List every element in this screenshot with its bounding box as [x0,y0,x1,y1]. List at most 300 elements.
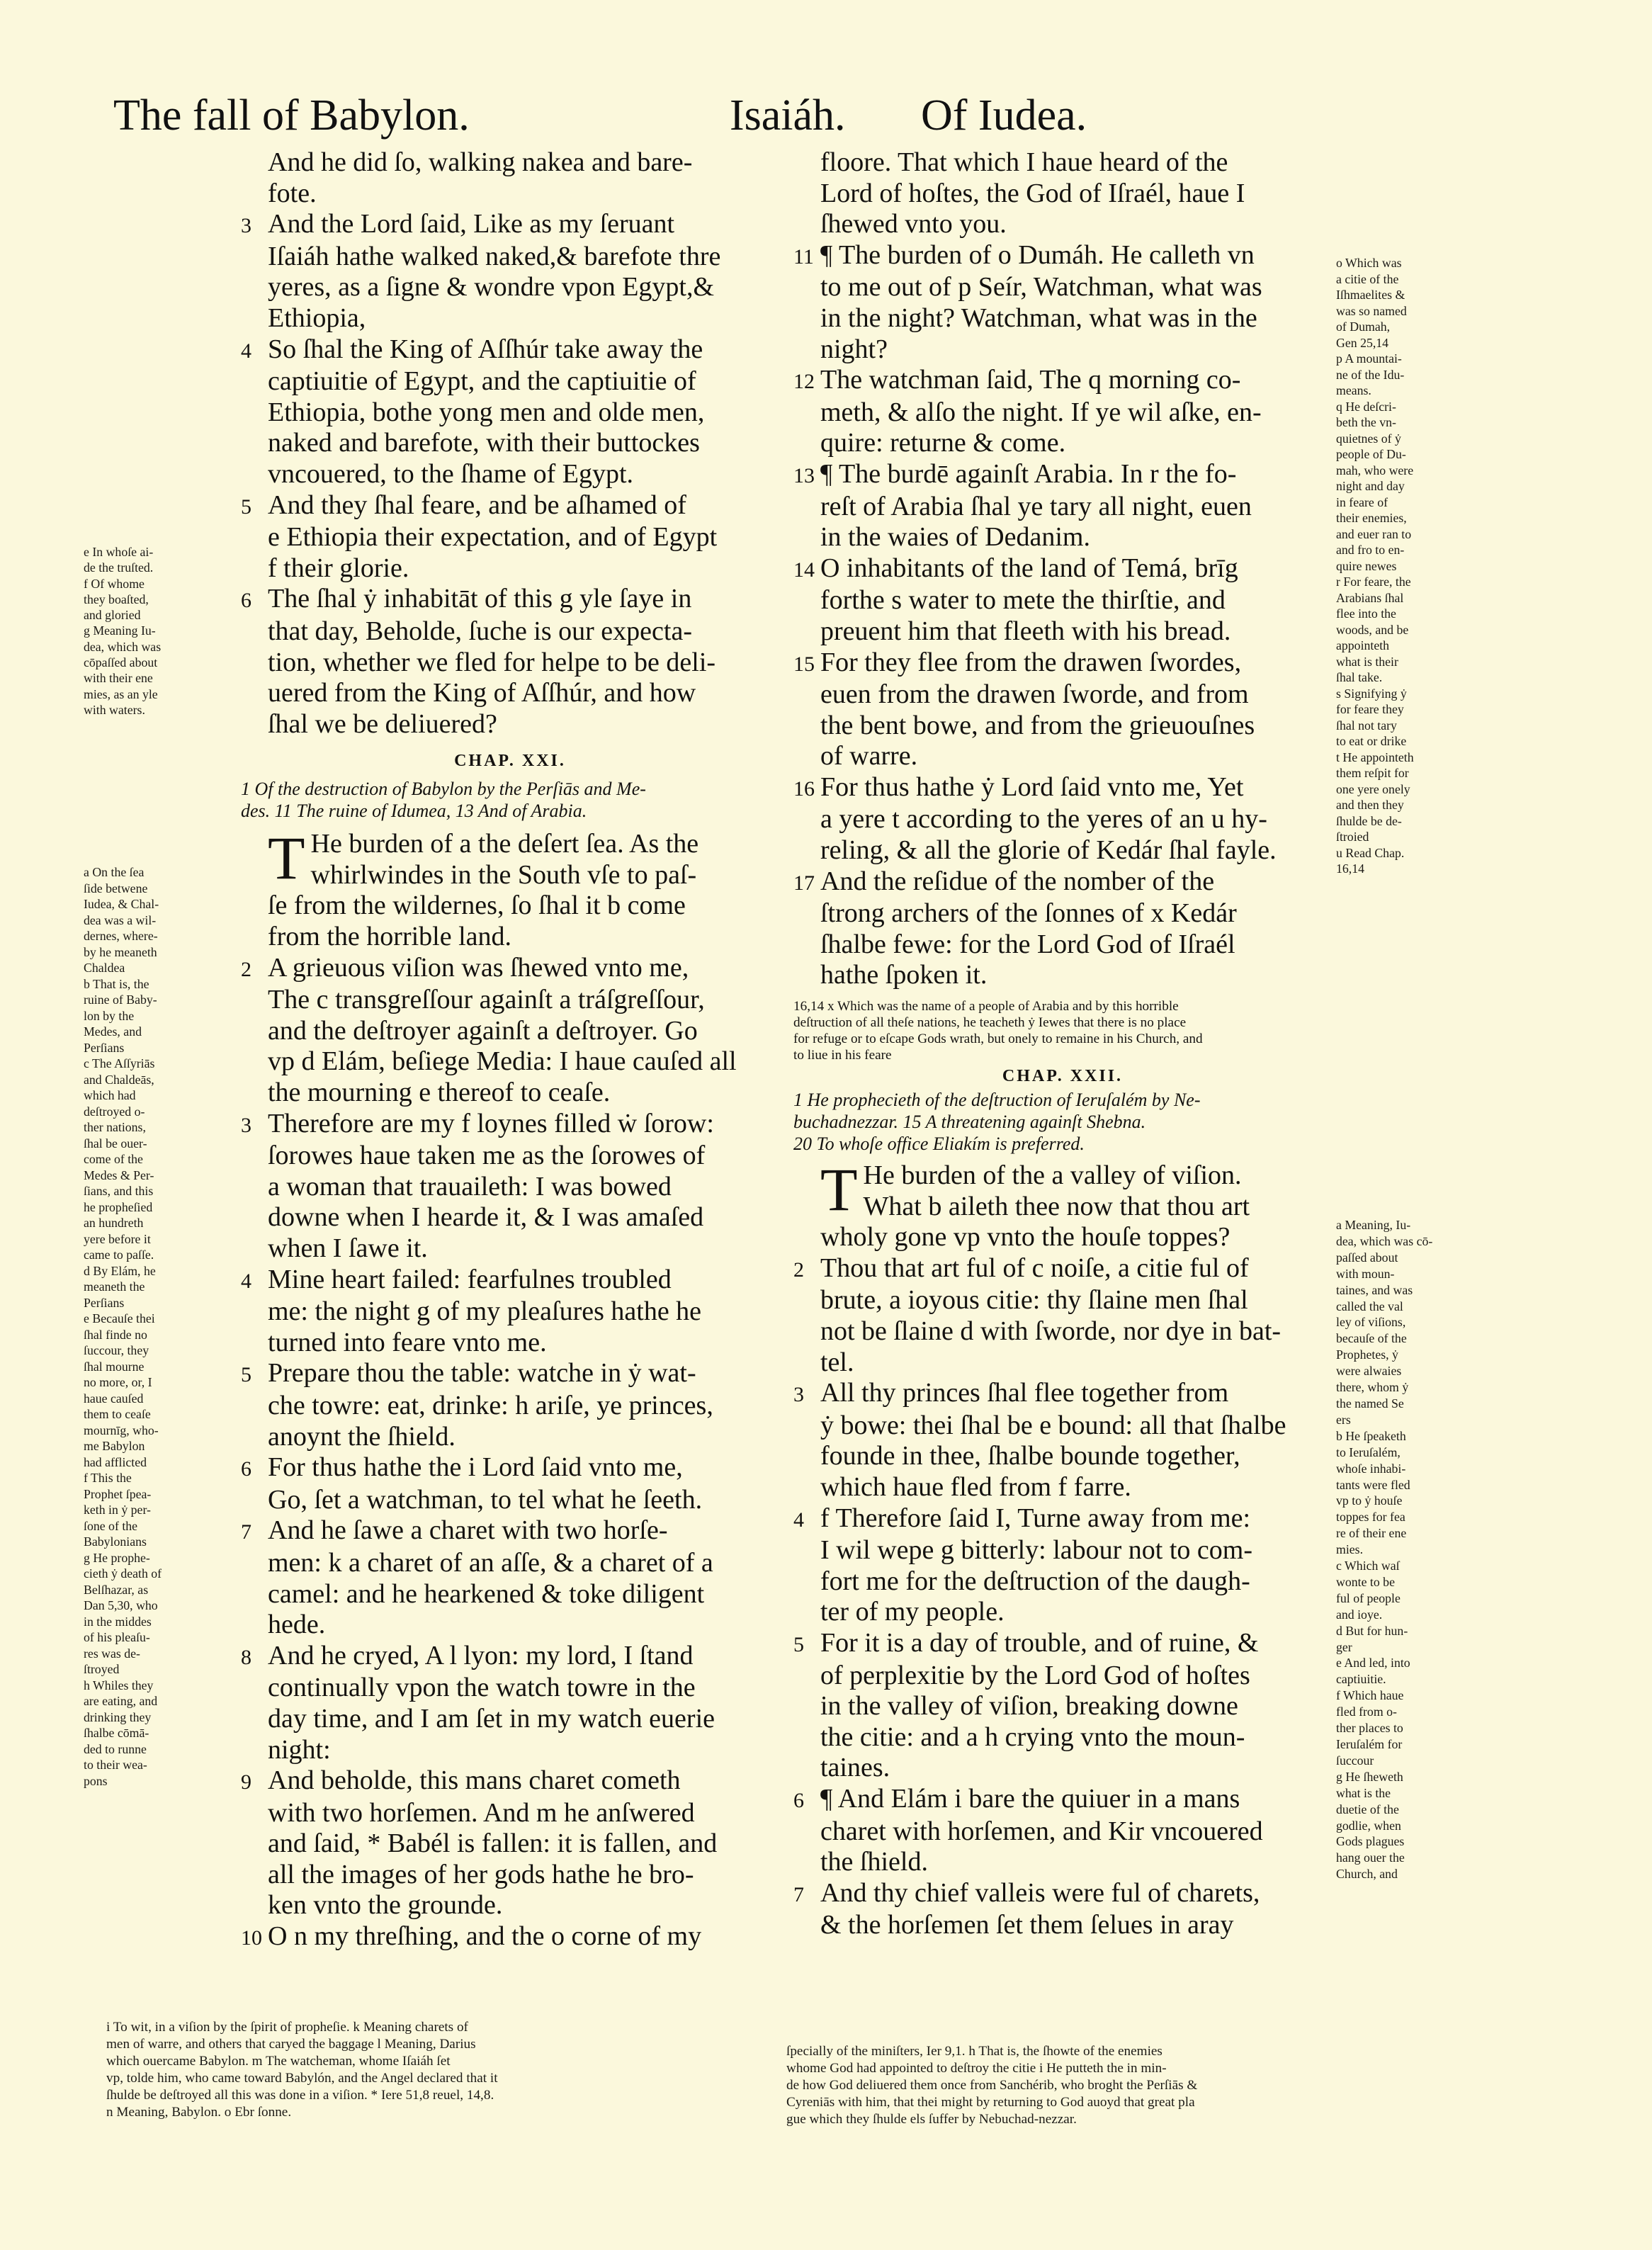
verse-line [793,1847,1332,1878]
margin-note-line: and euer ran to [1336,526,1412,541]
verse-line [241,209,779,242]
margin-note-line: called the val [1336,1299,1403,1313]
margin-note-line: t He appointeth [1336,750,1414,764]
margin-note-line: to their wea- [84,1758,147,1772]
right-verses-2 [793,1222,1332,1941]
verse-text: brute, a ioyous citie: thy ſlaine men ſhal [820,1285,1248,1316]
verse-line [793,1472,1332,1503]
chapter-21-argument-1: 1 Of the destruction of Babylon by the Perſiās and Me- [241,779,646,800]
verse-line [241,1016,779,1047]
verse-line [793,428,1332,459]
verse-text: vncouered, to the ſhame of Egypt. [268,458,634,489]
margin-note-line: meaneth the [84,1279,145,1294]
margin-note-line: dea, which was cō- [1336,1233,1433,1248]
verse-line [241,1078,779,1109]
margin-note-line: with their ene [84,671,153,686]
verse-number: 16 [793,776,815,801]
margin-note-line: flee into the [1336,606,1396,621]
verse-line [241,242,779,273]
margin-note-line: Church, and [1336,1867,1398,1882]
margin-note-line: their enemies, [1336,511,1407,525]
margin-note-line: the named Se [1336,1396,1404,1411]
verse-text: fote. [268,178,317,208]
verse-line [793,648,1332,680]
verse-line [241,553,779,584]
margin-note-line: deſtroyed o- [84,1104,145,1119]
verse-text: ¶ The burden of o Dumáh. He calleth vn [820,239,1255,270]
verse-text: ter of my people. [820,1597,1005,1627]
footnote-line: which ouercame Babylon. m The watcheman, whome Iſaiáh ſet [106,2054,451,2069]
verse-text: downe when I hearde it, & I was amaſed [268,1202,704,1233]
verse-text: & the horſemen ſet them ſelues in aray [820,1910,1234,1940]
verse-line [241,985,779,1016]
right-margin-notes-a [1336,255,1414,877]
verse-line [793,1784,1332,1816]
verse-line [793,459,1332,492]
margin-note-line: Perſians [84,1040,125,1055]
margin-note-line: ſians, and this [84,1184,154,1198]
verse-line [793,1222,1332,1253]
margin-note-line: d By Elám, he [84,1263,156,1278]
margin-note-line: ther nations, [84,1120,146,1134]
verse-number: 7 [241,1520,251,1544]
margin-note-line: had afflicted [84,1454,147,1469]
margin-note-line: r For feare, the [1336,575,1411,589]
verse-text: camel: and he hearkened & toke diligent [268,1578,705,1609]
left-margin-notes-b [84,864,162,1789]
margin-note-line: Prophet ſpea- [84,1486,152,1501]
note-line: 16,14 x Which was the name of a people of Arabia and by this horrible [793,999,1179,1014]
margin-note-line: was so named [1336,303,1407,318]
header-right: Of Iudea. [921,91,1087,140]
verse-text: the mourning e thereof to ceaſe. [268,1078,611,1108]
verse-line [241,1673,779,1704]
verse-line [241,1172,779,1203]
verse-number: 2 [793,1257,804,1282]
verse-text: with two horſemen. And m he anſwered [268,1797,695,1828]
verse-text: And the Lord ſaid, Like as my ſeruant [268,209,675,239]
verse-text: which haue fled from f farre. [820,1471,1131,1502]
drop-cap-21: T [268,829,305,891]
verse-line [793,1535,1332,1566]
margin-note-line: drinking they [84,1709,152,1724]
margin-note-line: c Which waſ [1336,1559,1400,1573]
margin-note-line: q He deſcri- [1336,399,1396,414]
margin-note-line: mies, as an yle [84,686,158,701]
footnote-line: men of warre, and others that caryed the baggage l Meaning, Darius [106,2037,476,2052]
verse-text: And he ſawe a charet with two horſe- [268,1515,668,1546]
margin-note-line: d But for hun- [1336,1623,1408,1638]
verse-line [793,397,1332,429]
margin-note-line: ſone of the [84,1518,138,1533]
verse-text: I wil wepe g bitterly: labour not to com- [820,1535,1252,1566]
verse-text: wholy gone vp vnto the houſe toppes? [820,1222,1230,1253]
verse-line [793,835,1332,866]
verse-text: men: k a charet of an aſſe, & a charet of a [268,1547,713,1578]
footnote-line: n Meaning, Babylon. o Ebr ſonne. [106,2105,292,2120]
margin-note-line: with waters. [84,702,145,717]
verse-line [241,1391,779,1422]
margin-note-line: b That is, the [84,976,149,991]
margin-note-line: ley of viſions, [1336,1315,1406,1330]
verse-line [793,1816,1332,1848]
margin-note-line: and ioye. [1336,1607,1383,1622]
verse-line [241,147,779,179]
footnote-line: i To wit, in a viſion by the ſpirit of propheſie. k Meaning charets of [106,2020,468,2035]
margin-note-line: ruine of Baby- [84,993,157,1007]
footnote-line: gue which they ſhulde els ſuffer by Nebuchad-nezzar. [786,2112,1077,2127]
verse-line [793,1878,1332,1911]
verse-text: For it is a day of trouble, and of ruine, & [820,1627,1259,1658]
margin-note-line: tants were fled [1336,1477,1410,1492]
verse-line: What b aileth thee now that thou art [863,1191,1250,1221]
verse-line [241,584,779,616]
margin-note-line: Prophetes, ẏ [1336,1347,1398,1362]
verse-text: and ſaid, * Babél is fallen: it is fallen, and [268,1828,718,1859]
margin-note-line: ſuccour [1336,1753,1374,1768]
verse-text: and the deſtroyer againſt a deſtroyer. Go [268,1015,698,1046]
margin-note-line: one yere onely [1336,781,1410,796]
verse-text: The c transgreſſour againſt a tráſgreſſour, [268,985,705,1015]
verse-text: ſhalbe fewe: for the Lord God of Iſraél [820,929,1235,959]
verse-number: 4 [241,339,251,363]
verse-line [241,1046,779,1078]
verse-line [241,616,779,648]
verse-number: 17 [793,871,815,895]
margin-note-line: Medes, and [84,1024,142,1039]
margin-note-line: Iudea, & Chal- [84,897,159,911]
left-margin-notes-a [84,544,161,718]
margin-note-line: cōpaſſed about [84,655,158,670]
verse-line [793,898,1332,929]
margin-note-line: o Which was [1336,256,1402,270]
verse-line [241,1828,779,1860]
verse-line [241,1641,779,1673]
right-verses-1 [793,147,1332,991]
verse-number: 14 [793,558,815,582]
margin-note-line: keth in ẏ per- [84,1503,151,1517]
verse-line [793,1597,1332,1628]
verse-text: to me out of p Seír, Watchman, what was [820,272,1262,303]
verse-text: tel. [820,1347,854,1377]
left-verses-1 [241,147,779,740]
verse-number: 11 [793,244,814,268]
verse-line [793,1411,1332,1442]
margin-note-line: wonte to be [1336,1574,1395,1589]
margin-note-line: are eating, and [84,1694,158,1708]
margin-note-line: and fro to en- [1336,543,1405,557]
verse-line [793,365,1332,397]
margin-note-line: ſhal be ouer- [84,1136,147,1151]
verse-line [241,1141,779,1172]
verse-line [793,553,1332,586]
verse-line [241,1890,779,1921]
margin-note-line: 16,14 [1336,861,1365,876]
margin-note-line: Ieruſalém for [1336,1737,1403,1751]
verse-text: in the waies of Dedanim. [820,522,1090,553]
verse-text: founde in thee, ſhalbe bounde together, [820,1441,1240,1471]
chapter-21-heading: CHAP. XXI. [454,752,566,771]
margin-note-line: Arabians ſhal [1336,590,1404,605]
verse-text: day time, and I am ſet in my watch euerie [268,1703,715,1734]
verse-line [793,1910,1332,1941]
margin-note-line: dea, which was [84,639,162,654]
verse-text: the bent bowe, and from the grieuouſnes [820,710,1255,740]
verse-line [793,804,1332,835]
verse-line [793,679,1332,711]
verse-number: 2 [241,957,251,981]
margin-note-line: e In whoſe ai- [84,545,154,559]
verse-line [241,1860,779,1891]
note-line: deſtruction of all theſe nations, he teacheth ẏ Iewes that there is no place [793,1015,1187,1031]
margin-note-line: night and day [1336,479,1405,493]
verse-text: of warre. [820,741,918,771]
verse-text: O inhabitants of the land of Temá, brīg [820,553,1238,583]
verse-line [793,616,1332,648]
verse-text: f their glorie. [268,553,409,583]
verse-text: And beholde, this mans charet cometh [268,1765,681,1796]
verse-text: All thy princes ſhal flee together from [820,1378,1229,1408]
verse-text: Lord of hoſtes, the God of Iſraél, haue I [820,178,1245,208]
verse-line [793,1441,1332,1472]
margin-note-line: what is their [1336,654,1398,669]
margin-note-line: dernes, where- [84,929,158,943]
verse-text: taines. [820,1753,890,1783]
margin-note-line: p A mountai- [1336,351,1402,366]
verse-line [241,428,779,459]
drop-cap-22: T [820,1160,858,1223]
verse-line [793,1253,1332,1286]
verse-text: ¶ The burdē againſt Arabia. In r the fo- [820,458,1237,489]
verse-text: ẏ bowe: thei ſhal be e bound: all that ſhalbe [820,1410,1286,1440]
margin-note-line: paſſed about [1336,1250,1398,1265]
margin-note-line: u Read Chap. [1336,845,1405,860]
verse-text: yeres, as a ſigne & wondre vpon Egypt,& [268,272,715,303]
verse-line [793,272,1332,303]
verse-text: reling, & all the glorie of Kedár ſhal fayle. [820,835,1277,866]
margin-note-line: g He prophe- [84,1550,150,1565]
verse-text: hathe ſpoken it. [820,960,988,990]
verse-text: of perplexitie by the Lord God of hoſtes [820,1660,1250,1690]
verse-line [793,1691,1332,1722]
verse-number: 5 [241,494,251,519]
margin-note-line: Iſhmaelites & [1336,288,1405,302]
verse-text: O n my threſhing, and the o corne of my [268,1921,702,1952]
verse-line [793,303,1332,334]
margin-note-line: woods, and be [1336,622,1409,637]
verse-text: Prepare thou the table: watche in ẏ wat- [268,1358,696,1389]
note-line: for refuge or to eſcape Gods wrath, but onely to remaine in his Church, and [793,1031,1203,1047]
verse-text: fort me for the deſtruction of the daugh- [820,1566,1250,1596]
verse-line [793,1566,1332,1598]
margin-note-line: Belſhazar, as [84,1582,149,1597]
verse-text: Mine heart failed: fearfulnes troubled [268,1264,672,1294]
verse-line [793,1285,1332,1316]
verse-text: For they flee from the drawen ſwordes, [820,647,1242,677]
verse-line [241,678,779,709]
margin-note-line: ded to runne [84,1741,147,1756]
margin-note-line: pons [84,1773,108,1788]
margin-note-line: me Babylon [84,1439,145,1453]
margin-note-line: in the middes [84,1614,152,1629]
margin-note-line: to eat or drike [1336,734,1407,748]
footnote-line: whome God had appointed to deſtroy the citie i He putteth the in min- [786,2061,1167,2076]
margin-note-line: ers [1336,1412,1351,1427]
verse-number: 6 [793,1788,804,1812]
verse-text: The ſhal ẏ inhabitāt of this g yle ſaye in [268,584,692,614]
footnote-line: vp, tolde him, who came toward Babylón, and the Angel declared that it [106,2071,498,2086]
margin-note-line: there, whom ẏ [1336,1380,1409,1395]
verse-text: Thou that art ful of c noiſe, a citie ful of [820,1253,1249,1283]
verse-line [793,1347,1332,1379]
margin-note-line: Medes & Per- [84,1168,154,1182]
verse-text: in the valley of viſion, breaking downe [820,1691,1238,1722]
verse-text: preuent him that fleeth with his bread. [820,616,1231,646]
verse-text: Iſaiáh hathe walked naked,& barefote thre [268,241,721,271]
verse-line [241,1579,779,1610]
verse-number: 4 [793,1508,804,1532]
verse-text: And he did ſo, walking nakea and bare- [268,147,693,177]
verse-text: For thus hathe the i Lord ſaid vnto me, [268,1452,683,1483]
margin-note-line: hang ouer the [1336,1850,1405,1865]
verse-line [241,1265,779,1297]
margin-note-line: s Signifying ẏ [1336,686,1407,701]
verse-number: 5 [241,1363,251,1387]
margin-note-line: ſuccour, they [84,1343,149,1357]
margin-note-line: by he meaneth [84,944,157,959]
margin-note-line: g Meaning Iu- [84,623,156,638]
verse-text: quire: returne & come. [820,428,1066,458]
verse-number: 15 [793,652,815,676]
verse-text: che towre: eat, drinke: h ariſe, ye princes, [268,1390,713,1420]
margin-note-line: a citie of the [1336,271,1399,286]
verse-line [793,1628,1332,1661]
verse-text: the ſhield. [820,1847,928,1877]
verse-number: 3 [241,214,251,238]
verse-number: 5 [793,1632,804,1656]
margin-note-line: lon by the [84,1008,135,1023]
verse-line: whirlwindes in the South vſe to paſ- [310,859,697,890]
verse-text: ken vnto the grounde. [268,1890,503,1921]
margin-note-line: taines, and was [1336,1282,1413,1297]
verse-line [793,1661,1332,1692]
verse-line [793,711,1332,742]
verse-text: The watchman ſaid, The q morning co- [820,365,1241,395]
margin-note-line: Babylonians [84,1534,147,1549]
verse-number: 3 [241,1113,251,1137]
verse-text: night: [268,1734,331,1765]
verse-line [241,1202,779,1233]
verse-text: captiuitie of Egypt, and the captiuitie of [268,366,696,397]
verse-line [793,1753,1332,1784]
margin-note-line: and Chaldeās, [84,1072,154,1087]
verse-number: 9 [241,1770,251,1794]
verse-line [793,240,1332,273]
verse-number: 3 [793,1383,804,1407]
verse-text: vp d Elám, beſiege Media: I haue cauſed all [268,1046,737,1077]
verse-text: hede. [268,1610,326,1640]
margin-note-line: e And led, into [1336,1656,1410,1670]
verse-text: euen from the drawen ſworde, and from [820,679,1249,710]
margin-note-line: toppes for fea [1336,1510,1405,1525]
verse-text: from the horrible land. [268,922,512,952]
margin-note-line: ſhulde be de- [1336,813,1402,828]
margin-note-line: a Meaning, Iu- [1336,1218,1411,1232]
margin-note-line: mah, who were [1336,463,1414,477]
verse-line [241,1296,779,1328]
margin-note-line: Dan 5,30, who [84,1598,158,1612]
verse-text: reſt of Arabia ſhal ye tary all night, euen [820,491,1252,521]
margin-note-line: they boaſted, [84,592,149,606]
margin-note-line: beth the vn- [1336,415,1396,429]
margin-note-line: de the truſted. [84,560,154,575]
margin-note-line: h Whiles they [84,1678,154,1692]
verse-text: anoynt the ſhield. [268,1421,456,1452]
verse-text: a yere t according to the yeres of an u hy- [820,804,1267,835]
margin-note-line: them to ceaſe [84,1407,151,1421]
verse-text: all the images of her gods hathe he bro- [268,1859,694,1889]
left-column [241,147,779,1954]
verse-text: And thy chief valleis were ful of charets, [820,1877,1260,1908]
margin-note-line: Gods plagues [1336,1834,1405,1849]
verse-number: 13 [793,463,815,487]
verse-text: ſhal we be deliuered? [268,708,497,739]
chapter-notes [793,998,1332,1063]
margin-note-line: them reſpit for [1336,766,1409,780]
margin-note-line: fled from o- [1336,1705,1397,1719]
verse-line [793,585,1332,616]
margin-note-line: re of their ene [1336,1526,1407,1541]
margin-note-line: which had [84,1088,136,1102]
header-left: The fall of Babylon. [113,91,470,140]
note-line: to liue in his feare [793,1048,892,1063]
verse-text: ſe from the wildernes, ſo ſhal it b come [268,891,686,921]
verse-text: So ſhal the King of Aſſhúr take away the [268,334,703,364]
margin-note-line: Chaldea [84,961,125,975]
verse-line [793,1378,1332,1411]
verse-line [241,179,779,210]
verse-line [241,648,779,679]
verse-text: Ethiopia, [268,303,366,333]
verse-text: continually vpon the watch towre in the [268,1673,696,1703]
margin-note-line: appointeth [1336,638,1390,652]
margin-note-line: whoſe inhabi- [1336,1461,1406,1476]
verse-line [241,1358,779,1391]
verse-line [793,492,1332,523]
verse-number: 6 [241,589,251,613]
verse-number: 10 [241,1926,262,1950]
verse-line [793,1316,1332,1347]
margin-note-line: were alwaies [1336,1364,1402,1379]
verse-text: naked and barefote, with their buttockes [268,428,700,458]
verse-line [241,1610,779,1641]
margin-note-line: ful of people [1336,1590,1401,1605]
margin-note-line: f Which haue [1336,1688,1404,1703]
footnote-line: de how God deliuered them once from Sanchérib, who broght the Perſiās & [786,2078,1198,2093]
verse-line [241,522,779,553]
verse-text: night? [820,334,888,364]
verse-text: a woman that trauaileth: I was bowed [268,1171,672,1202]
margin-note-line: ſhalbe cōmā- [84,1726,149,1740]
verse-line [241,366,779,397]
verse-text: that day, Beholde, ſuche is our expecta- [268,616,692,646]
chapter-22-argument-1: 1 He prophecieth of the deſtruction of Ieruſalém by Ne- [793,1090,1201,1111]
verse-line [793,209,1332,240]
right-column [793,147,1332,1941]
verse-text: ſtrong archers of the ſonnes of x Kedár [820,898,1237,929]
verse-text: meth, & alſo the night. If ye wil aſke, en- [820,397,1262,427]
margin-note-line: ſhal not tary [1336,718,1397,733]
